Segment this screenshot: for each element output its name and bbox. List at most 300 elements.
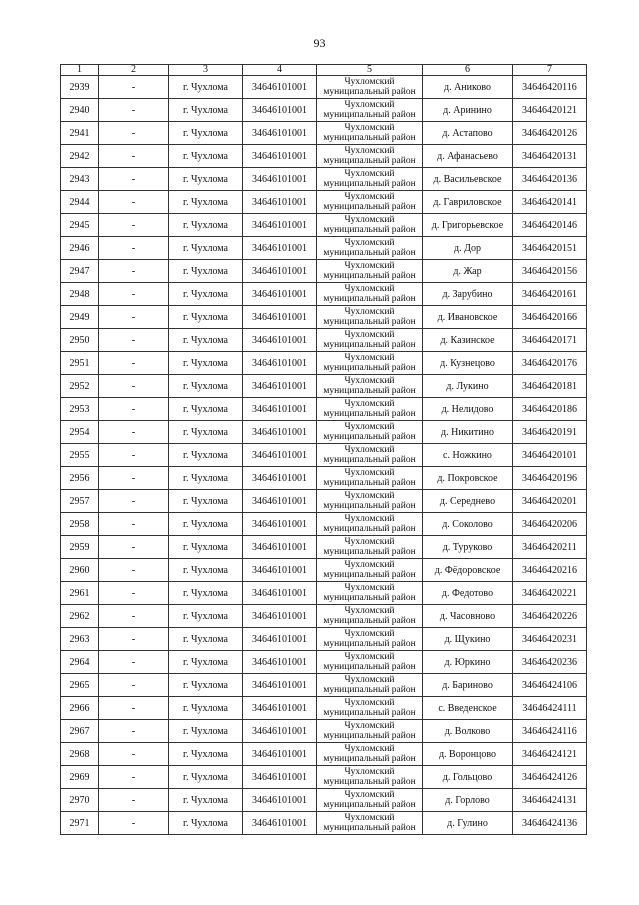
locality-cell: д. Аниково	[423, 76, 513, 99]
row-number-cell: 2954	[61, 421, 99, 444]
district-line-1: Чухломский	[344, 537, 395, 547]
district-cell	[317, 237, 423, 260]
table-row	[61, 306, 587, 329]
code-cell: 34646420121	[513, 99, 587, 122]
header-col-1: 1	[61, 65, 99, 76]
table-row	[61, 674, 587, 697]
locality-cell: д. Лукино	[423, 375, 513, 398]
oktmo-cell: 34646101001	[243, 743, 317, 766]
col2-cell: -	[99, 766, 169, 789]
table-row	[61, 628, 587, 651]
table-row	[61, 513, 587, 536]
district-line-1: Чухломский	[344, 77, 395, 87]
district-line-2: муниципальный район	[323, 179, 416, 189]
code-cell: 34646420226	[513, 605, 587, 628]
code-cell: 34646420136	[513, 168, 587, 191]
col2-cell: -	[99, 145, 169, 168]
row-number-cell: 2965	[61, 674, 99, 697]
table-row	[61, 720, 587, 743]
table-row	[61, 743, 587, 766]
district-line-1: Чухломский	[344, 399, 395, 409]
district-cell	[317, 398, 423, 421]
district-line-1: Чухломский	[344, 790, 395, 800]
row-number-cell: 2962	[61, 605, 99, 628]
city-cell: г. Чухлома	[169, 743, 243, 766]
row-number-cell: 2958	[61, 513, 99, 536]
district-line-2: муниципальный район	[323, 593, 416, 603]
city-cell: г. Чухлома	[169, 306, 243, 329]
row-number-cell: 2948	[61, 283, 99, 306]
col2-cell: -	[99, 329, 169, 352]
locality-cell: д. Волково	[423, 720, 513, 743]
col2-cell: -	[99, 260, 169, 283]
locality-cell: д. Соколово	[423, 513, 513, 536]
city-cell: г. Чухлома	[169, 352, 243, 375]
header-col-2: 2	[99, 65, 169, 76]
row-number-cell: 2951	[61, 352, 99, 375]
oktmo-cell: 34646101001	[243, 76, 317, 99]
district-line-2: муниципальный район	[323, 432, 416, 442]
city-cell: г. Чухлома	[169, 214, 243, 237]
district-line-2: муниципальный район	[323, 202, 416, 212]
code-cell: 34646424131	[513, 789, 587, 812]
district-cell	[317, 283, 423, 306]
district-line-2: муниципальный район	[323, 639, 416, 649]
city-cell: г. Чухлома	[169, 145, 243, 168]
oktmo-cell: 34646101001	[243, 329, 317, 352]
district-cell	[317, 789, 423, 812]
district-line-2: муниципальный район	[323, 363, 416, 373]
code-cell: 34646420151	[513, 237, 587, 260]
district-cell	[317, 628, 423, 651]
district-line-2: муниципальный район	[323, 294, 416, 304]
code-cell: 34646420156	[513, 260, 587, 283]
district-line-1: Чухломский	[344, 583, 395, 593]
row-number-cell: 2950	[61, 329, 99, 352]
table-row	[61, 329, 587, 352]
district-line-2: муниципальный район	[323, 110, 416, 120]
city-cell: г. Чухлома	[169, 766, 243, 789]
row-number-cell: 2969	[61, 766, 99, 789]
col2-cell: -	[99, 375, 169, 398]
row-number-cell: 2967	[61, 720, 99, 743]
district-line-2: муниципальный район	[323, 823, 416, 833]
col2-cell: -	[99, 490, 169, 513]
locality-cell: д. Жар	[423, 260, 513, 283]
oktmo-cell: 34646101001	[243, 559, 317, 582]
locality-cell: д. Ивановское	[423, 306, 513, 329]
oktmo-cell: 34646101001	[243, 697, 317, 720]
district-cell	[317, 214, 423, 237]
oktmo-cell: 34646101001	[243, 582, 317, 605]
code-cell: 34646420231	[513, 628, 587, 651]
district-cell	[317, 651, 423, 674]
code-cell: 34646420236	[513, 651, 587, 674]
city-cell: г. Чухлома	[169, 674, 243, 697]
district-line-2: муниципальный район	[323, 800, 416, 810]
city-cell: г. Чухлома	[169, 168, 243, 191]
district-line-1: Чухломский	[344, 169, 395, 179]
district-cell	[317, 582, 423, 605]
table-row	[61, 536, 587, 559]
col2-cell: -	[99, 697, 169, 720]
row-number-cell: 2941	[61, 122, 99, 145]
oktmo-cell: 34646101001	[243, 766, 317, 789]
oktmo-cell: 34646101001	[243, 789, 317, 812]
code-cell: 34646420201	[513, 490, 587, 513]
col2-cell: -	[99, 536, 169, 559]
district-line-1: Чухломский	[344, 813, 395, 823]
district-cell	[317, 99, 423, 122]
district-cell	[317, 674, 423, 697]
oktmo-cell: 34646101001	[243, 421, 317, 444]
city-cell: г. Чухлома	[169, 375, 243, 398]
code-cell: 34646420116	[513, 76, 587, 99]
header-col-3: 3	[169, 65, 243, 76]
oktmo-cell: 34646101001	[243, 352, 317, 375]
district-line-1: Чухломский	[344, 353, 395, 363]
col2-cell: -	[99, 559, 169, 582]
district-line-2: муниципальный район	[323, 662, 416, 672]
district-cell	[317, 812, 423, 835]
code-cell: 34646420206	[513, 513, 587, 536]
district-line-1: Чухломский	[344, 146, 395, 156]
locality-cell: д. Часовново	[423, 605, 513, 628]
district-line-2: муниципальный район	[323, 409, 416, 419]
district-cell	[317, 536, 423, 559]
city-cell: г. Чухлома	[169, 513, 243, 536]
district-cell	[317, 421, 423, 444]
table-row	[61, 789, 587, 812]
oktmo-cell: 34646101001	[243, 168, 317, 191]
district-line-1: Чухломский	[344, 767, 395, 777]
district-line-1: Чухломский	[344, 560, 395, 570]
district-line-2: муниципальный район	[323, 524, 416, 534]
col2-cell: -	[99, 674, 169, 697]
district-cell	[317, 766, 423, 789]
district-line-1: Чухломский	[344, 238, 395, 248]
oktmo-cell: 34646101001	[243, 628, 317, 651]
table-row	[61, 214, 587, 237]
oktmo-cell: 34646101001	[243, 536, 317, 559]
locality-cell: д. Казинское	[423, 329, 513, 352]
table-body	[61, 76, 587, 835]
row-number-cell: 2959	[61, 536, 99, 559]
oktmo-cell: 34646101001	[243, 122, 317, 145]
city-cell: г. Чухлома	[169, 605, 243, 628]
district-line-2: муниципальный район	[323, 386, 416, 396]
district-cell	[317, 444, 423, 467]
city-cell: г. Чухлома	[169, 99, 243, 122]
row-number-cell: 2955	[61, 444, 99, 467]
district-line-2: муниципальный район	[323, 547, 416, 557]
district-line-1: Чухломский	[344, 744, 395, 754]
table-row	[61, 605, 587, 628]
code-cell: 34646420161	[513, 283, 587, 306]
city-cell: г. Чухлома	[169, 697, 243, 720]
code-cell: 34646420181	[513, 375, 587, 398]
code-cell: 34646420141	[513, 191, 587, 214]
col2-cell: -	[99, 513, 169, 536]
district-cell	[317, 191, 423, 214]
district-cell	[317, 306, 423, 329]
district-line-1: Чухломский	[344, 422, 395, 432]
district-cell	[317, 375, 423, 398]
table-row	[61, 76, 587, 99]
district-line-2: муниципальный район	[323, 616, 416, 626]
city-cell: г. Чухлома	[169, 444, 243, 467]
district-line-1: Чухломский	[344, 100, 395, 110]
city-cell: г. Чухлома	[169, 536, 243, 559]
code-cell: 34646424111	[513, 697, 587, 720]
table-row	[61, 145, 587, 168]
code-cell: 34646420131	[513, 145, 587, 168]
locality-cell: д. Фёдоровское	[423, 559, 513, 582]
locality-cell: д. Горлово	[423, 789, 513, 812]
table-row	[61, 490, 587, 513]
oktmo-cell: 34646101001	[243, 444, 317, 467]
code-cell: 34646420186	[513, 398, 587, 421]
district-cell	[317, 168, 423, 191]
city-cell: г. Чухлома	[169, 789, 243, 812]
col2-cell: -	[99, 214, 169, 237]
locality-cell: д. Григорьевское	[423, 214, 513, 237]
district-line-2: муниципальный район	[323, 248, 416, 258]
city-cell: г. Чухлома	[169, 582, 243, 605]
district-line-1: Чухломский	[344, 307, 395, 317]
col2-cell: -	[99, 122, 169, 145]
oktmo-cell: 34646101001	[243, 214, 317, 237]
row-number-cell: 2939	[61, 76, 99, 99]
district-cell	[317, 467, 423, 490]
district-line-1: Чухломский	[344, 629, 395, 639]
district-line-1: Чухломский	[344, 261, 395, 271]
col2-cell: -	[99, 605, 169, 628]
city-cell: г. Чухлома	[169, 490, 243, 513]
code-cell: 34646420216	[513, 559, 587, 582]
oktmo-cell: 34646101001	[243, 99, 317, 122]
col2-cell: -	[99, 651, 169, 674]
district-line-1: Чухломский	[344, 445, 395, 455]
district-line-1: Чухломский	[344, 606, 395, 616]
code-cell: 34646420221	[513, 582, 587, 605]
city-cell: г. Чухлома	[169, 467, 243, 490]
table-row	[61, 168, 587, 191]
locality-cell: д. Федотово	[423, 582, 513, 605]
oktmo-cell: 34646101001	[243, 651, 317, 674]
row-number-cell: 2944	[61, 191, 99, 214]
table-row	[61, 421, 587, 444]
city-cell: г. Чухлома	[169, 191, 243, 214]
col2-cell: -	[99, 467, 169, 490]
locality-cell: д. Астапово	[423, 122, 513, 145]
row-number-cell: 2952	[61, 375, 99, 398]
col2-cell: -	[99, 99, 169, 122]
district-line-1: Чухломский	[344, 123, 395, 133]
header-col-7: 7	[513, 65, 587, 76]
table-row	[61, 283, 587, 306]
code-cell: 34646420166	[513, 306, 587, 329]
locality-cell: д. Туруково	[423, 536, 513, 559]
district-line-2: муниципальный район	[323, 685, 416, 695]
city-cell: г. Чухлома	[169, 628, 243, 651]
district-cell	[317, 329, 423, 352]
city-cell: г. Чухлома	[169, 237, 243, 260]
col2-cell: -	[99, 743, 169, 766]
header-col-4: 4	[243, 65, 317, 76]
oktmo-cell: 34646101001	[243, 237, 317, 260]
city-cell: г. Чухлома	[169, 398, 243, 421]
code-cell: 34646420176	[513, 352, 587, 375]
row-number-cell: 2968	[61, 743, 99, 766]
district-line-1: Чухломский	[344, 514, 395, 524]
code-cell: 34646424121	[513, 743, 587, 766]
col2-cell: -	[99, 237, 169, 260]
row-number-cell: 2964	[61, 651, 99, 674]
code-cell: 34646420196	[513, 467, 587, 490]
district-cell	[317, 697, 423, 720]
row-number-cell: 2970	[61, 789, 99, 812]
locality-cell: д. Щукино	[423, 628, 513, 651]
district-line-2: муниципальный район	[323, 478, 416, 488]
table-row	[61, 697, 587, 720]
col2-cell: -	[99, 168, 169, 191]
code-cell: 34646420211	[513, 536, 587, 559]
district-line-2: муниципальный район	[323, 133, 416, 143]
locality-cell: с. Ножкино	[423, 444, 513, 467]
district-cell	[317, 76, 423, 99]
oktmo-cell: 34646101001	[243, 145, 317, 168]
table-row	[61, 812, 587, 835]
code-cell: 34646424116	[513, 720, 587, 743]
district-cell	[317, 145, 423, 168]
table-row	[61, 444, 587, 467]
locality-cell: д. Середнево	[423, 490, 513, 513]
table-row	[61, 467, 587, 490]
col2-cell: -	[99, 421, 169, 444]
district-cell	[317, 352, 423, 375]
district-line-2: муниципальный район	[323, 156, 416, 166]
row-number-cell: 2966	[61, 697, 99, 720]
row-number-cell: 2942	[61, 145, 99, 168]
district-line-2: муниципальный район	[323, 708, 416, 718]
table-row	[61, 237, 587, 260]
oktmo-cell: 34646101001	[243, 398, 317, 421]
col2-cell: -	[99, 812, 169, 835]
district-line-2: муниципальный район	[323, 731, 416, 741]
district-line-2: муниципальный район	[323, 225, 416, 235]
row-number-cell: 2963	[61, 628, 99, 651]
district-line-2: муниципальный район	[323, 501, 416, 511]
city-cell: г. Чухлома	[169, 651, 243, 674]
district-line-2: муниципальный район	[323, 455, 416, 465]
locality-cell: д. Никитино	[423, 421, 513, 444]
district-cell	[317, 605, 423, 628]
header-row	[61, 65, 587, 76]
table-row	[61, 122, 587, 145]
col2-cell: -	[99, 628, 169, 651]
locality-cell: д. Гавриловское	[423, 191, 513, 214]
code-cell: 34646424106	[513, 674, 587, 697]
district-line-2: муниципальный район	[323, 317, 416, 327]
col2-cell: -	[99, 76, 169, 99]
row-number-cell: 2953	[61, 398, 99, 421]
col2-cell: -	[99, 444, 169, 467]
table-row	[61, 559, 587, 582]
row-number-cell: 2949	[61, 306, 99, 329]
locality-cell: д. Покровское	[423, 467, 513, 490]
locality-cell: д. Гулино	[423, 812, 513, 835]
table-row	[61, 582, 587, 605]
col2-cell: -	[99, 283, 169, 306]
col2-cell: -	[99, 789, 169, 812]
oktmo-cell: 34646101001	[243, 720, 317, 743]
oktmo-cell: 34646101001	[243, 490, 317, 513]
col2-cell: -	[99, 306, 169, 329]
row-number-cell: 2971	[61, 812, 99, 835]
row-number-cell: 2961	[61, 582, 99, 605]
code-cell: 34646424126	[513, 766, 587, 789]
oktmo-cell: 34646101001	[243, 812, 317, 835]
col2-cell: -	[99, 191, 169, 214]
district-line-1: Чухломский	[344, 376, 395, 386]
locality-cell: д. Нелидово	[423, 398, 513, 421]
page-number: 93	[313, 36, 326, 50]
code-cell: 34646420101	[513, 444, 587, 467]
district-line-1: Чухломский	[344, 698, 395, 708]
district-line-1: Чухломский	[344, 192, 395, 202]
table-row	[61, 352, 587, 375]
city-cell: г. Чухлома	[169, 559, 243, 582]
table-row	[61, 398, 587, 421]
row-number-cell: 2943	[61, 168, 99, 191]
locality-cell: д. Гольцово	[423, 766, 513, 789]
code-cell: 34646420126	[513, 122, 587, 145]
district-line-1: Чухломский	[344, 215, 395, 225]
district-line-2: муниципальный район	[323, 570, 416, 580]
locality-cell: д. Дор	[423, 237, 513, 260]
oktmo-cell: 34646101001	[243, 306, 317, 329]
table-row	[61, 260, 587, 283]
city-cell: г. Чухлома	[169, 283, 243, 306]
code-cell: 34646420146	[513, 214, 587, 237]
row-number-cell: 2945	[61, 214, 99, 237]
locality-cell: с. Введенское	[423, 697, 513, 720]
locality-cell: д. Аринино	[423, 99, 513, 122]
oktmo-cell: 34646101001	[243, 513, 317, 536]
table-row	[61, 99, 587, 122]
city-cell: г. Чухлома	[169, 329, 243, 352]
col2-cell: -	[99, 720, 169, 743]
city-cell: г. Чухлома	[169, 720, 243, 743]
code-cell: 34646424136	[513, 812, 587, 835]
code-cell: 34646420171	[513, 329, 587, 352]
city-cell: г. Чухлома	[169, 122, 243, 145]
oktmo-cell: 34646101001	[243, 605, 317, 628]
city-cell: г. Чухлома	[169, 812, 243, 835]
oktmo-cell: 34646101001	[243, 375, 317, 398]
district-line-1: Чухломский	[344, 675, 395, 685]
row-number-cell: 2946	[61, 237, 99, 260]
district-cell	[317, 559, 423, 582]
oktmo-cell: 34646101001	[243, 283, 317, 306]
oktmo-cell: 34646101001	[243, 467, 317, 490]
locality-cell: д. Зарубино	[423, 283, 513, 306]
district-cell	[317, 513, 423, 536]
table-row	[61, 766, 587, 789]
locality-cell: д. Бариново	[423, 674, 513, 697]
table-row	[61, 191, 587, 214]
